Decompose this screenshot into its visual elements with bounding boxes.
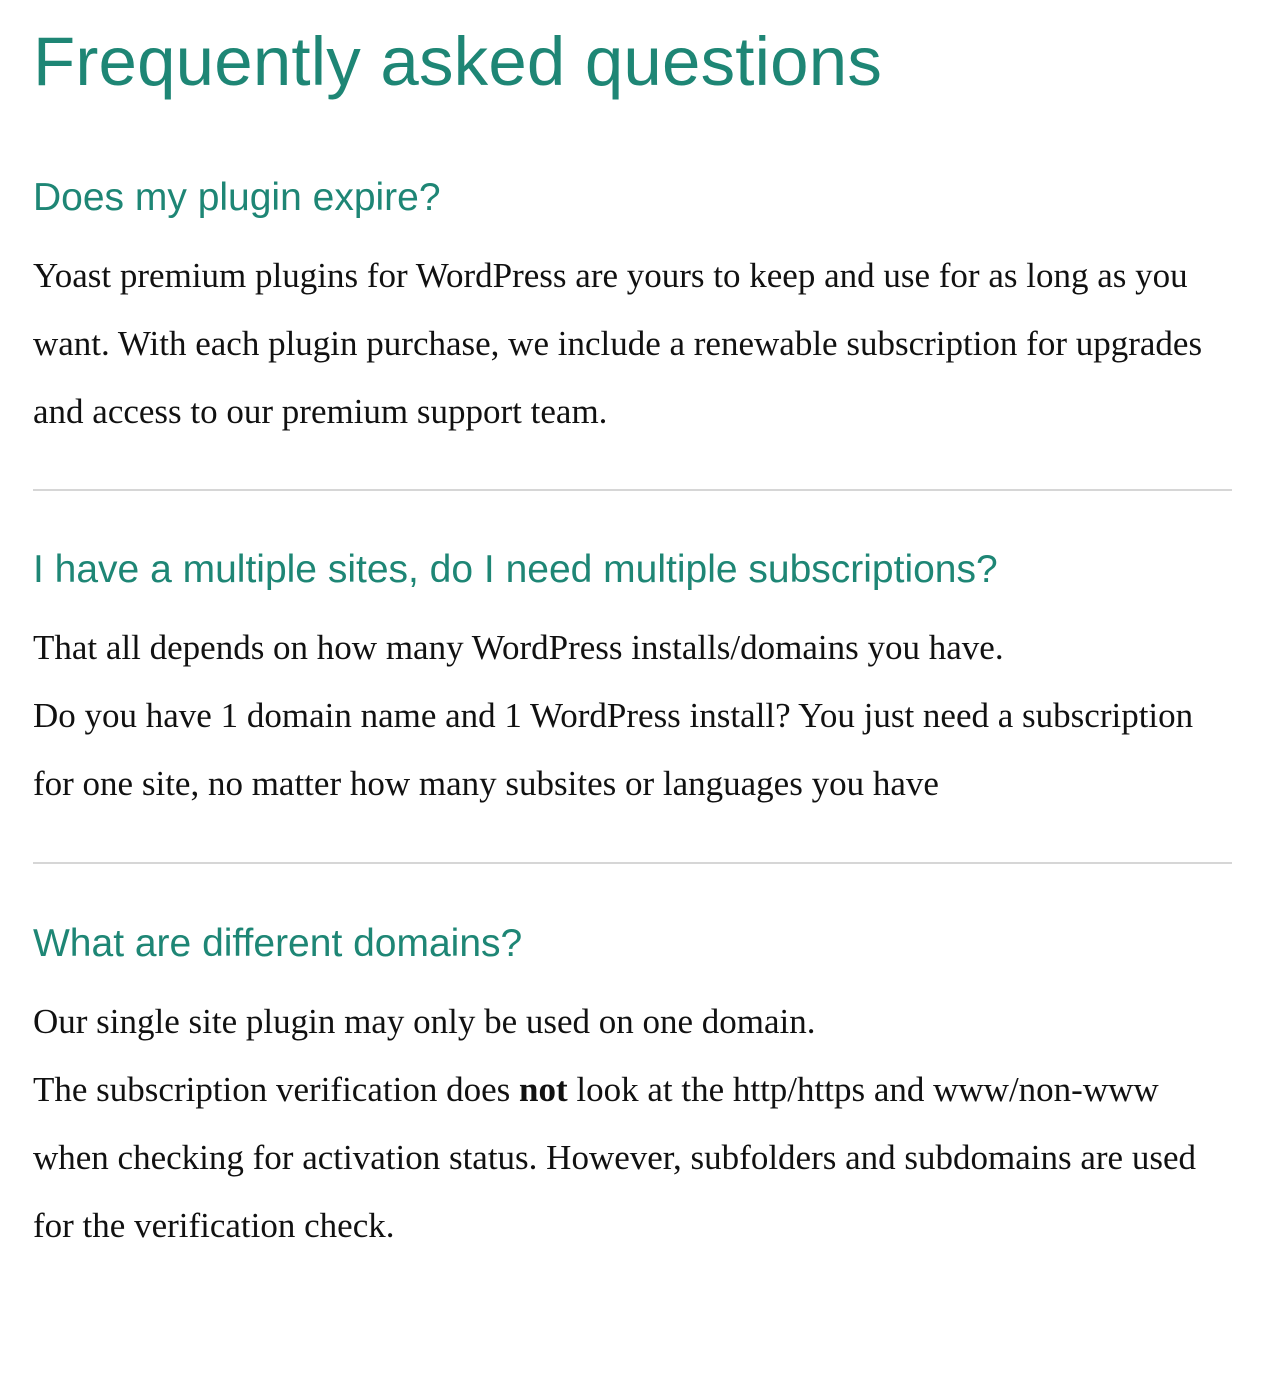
answer-text: look at the http/https and www/non-www when checking for activation status. However, subfolders and subdomains are used for the verification check.: [33, 1070, 1196, 1245]
section-divider: [33, 862, 1232, 864]
page-title: Frequently asked questions: [33, 23, 883, 100]
faq-answer-paragraph: Yoast premium plugins for WordPress are yours to keep and use for as long as you want. With each plugin purchase, we include a renewable subscription for upgrades and access to our premium support team.: [33, 256, 1203, 431]
faq-question: I have a multiple sites, do I need multiple subscriptions?: [33, 548, 998, 591]
faq-item-different-domains: [33, 920, 1232, 1260]
faq-answer: [33, 988, 1232, 1260]
faq-answer-paragraph: Do you have 1 domain name and 1 WordPress install? You just need a subscription for one site, no matter how many subsites or languages you have: [33, 696, 1194, 803]
faq-answer: [33, 614, 1232, 818]
faq-answer-paragraph: [33, 1056, 1232, 1260]
emphasis-text: not: [518, 1070, 568, 1109]
faq-question: What are different domains?: [33, 922, 523, 965]
faq-answer: [33, 242, 1232, 446]
faq-answer-paragraph: That all depends on how many WordPress installs/domains you have.: [33, 628, 1004, 667]
faq-answer-paragraph: Our single site plugin may only be used on one domain.: [33, 1002, 816, 1041]
faq-item-plugin-expire: [33, 174, 1232, 446]
answer-text: The subscription verification does: [33, 1070, 519, 1109]
faq-item-multiple-sites: [33, 546, 1232, 818]
faq-question: Does my plugin expire?: [33, 176, 441, 219]
section-divider: [33, 489, 1232, 491]
faq-page: [33, 0, 1232, 1260]
